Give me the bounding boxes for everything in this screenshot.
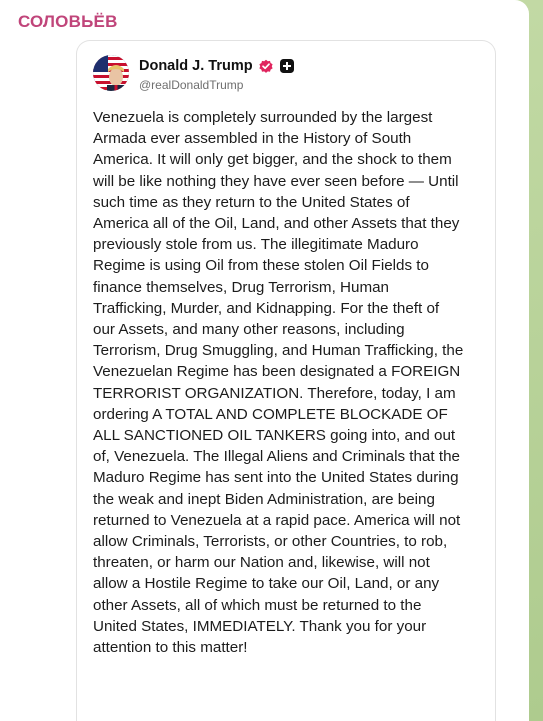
verified-badge-icon [258, 58, 274, 74]
forwarded-post-card [76, 40, 496, 721]
author-avatar[interactable] [93, 55, 129, 91]
author-name[interactable]: Donald J. Trump [139, 58, 253, 74]
plus-box-icon [279, 58, 295, 74]
author-row [139, 58, 295, 74]
post-body-text: Venezuela is completely surrounded by the largest Armada ever assembled in the History of South America. It will only get bigger, and the shock to them will be like nothing they have ever seen before — Until such time as they return to the United States of America all of the Oil, Land, and other Assets that they previously stole from us. The illegitimate Maduro Regime is using Oil from these stolen Oil Fields to finance themselves, Drug Terrorism, Human Trafficking, Murder, and Kidnapping. For the theft of our Assets, and many other reasons, including Terrorism, Drug Smuggling, and Human Trafficking, the Venezuelan Regime has been designated a FOREIGN TERRORIST ORGANIZATION. Therefore, today, I am ordering A TOTAL AND COMPLETE BLOCKADE OF ALL SANCTIONED OIL TANKERS going into, and out of, Venezuela. The Illegal Aliens and Criminals that the Maduro Regime has sent into the United States during the weak and inept Biden Administration, are being returned to Venezuela at a rapid pace. America will not allow Criminals, Terrorists, or other Countries, to rob, threaten, or harm our Nation and, likewise, will not allow a Hostile Regime to take our Oil, Land, or any other Assets, all of which must be returned to the United States, IMMEDIATELY. Thank you for your attention to this matter! [93, 109, 464, 657]
channel-name[interactable]: СОЛОВЬЁВ [18, 12, 118, 31]
flag-avatar-icon [93, 55, 129, 91]
author-handle[interactable]: @realDonaldTrump [139, 78, 244, 92]
